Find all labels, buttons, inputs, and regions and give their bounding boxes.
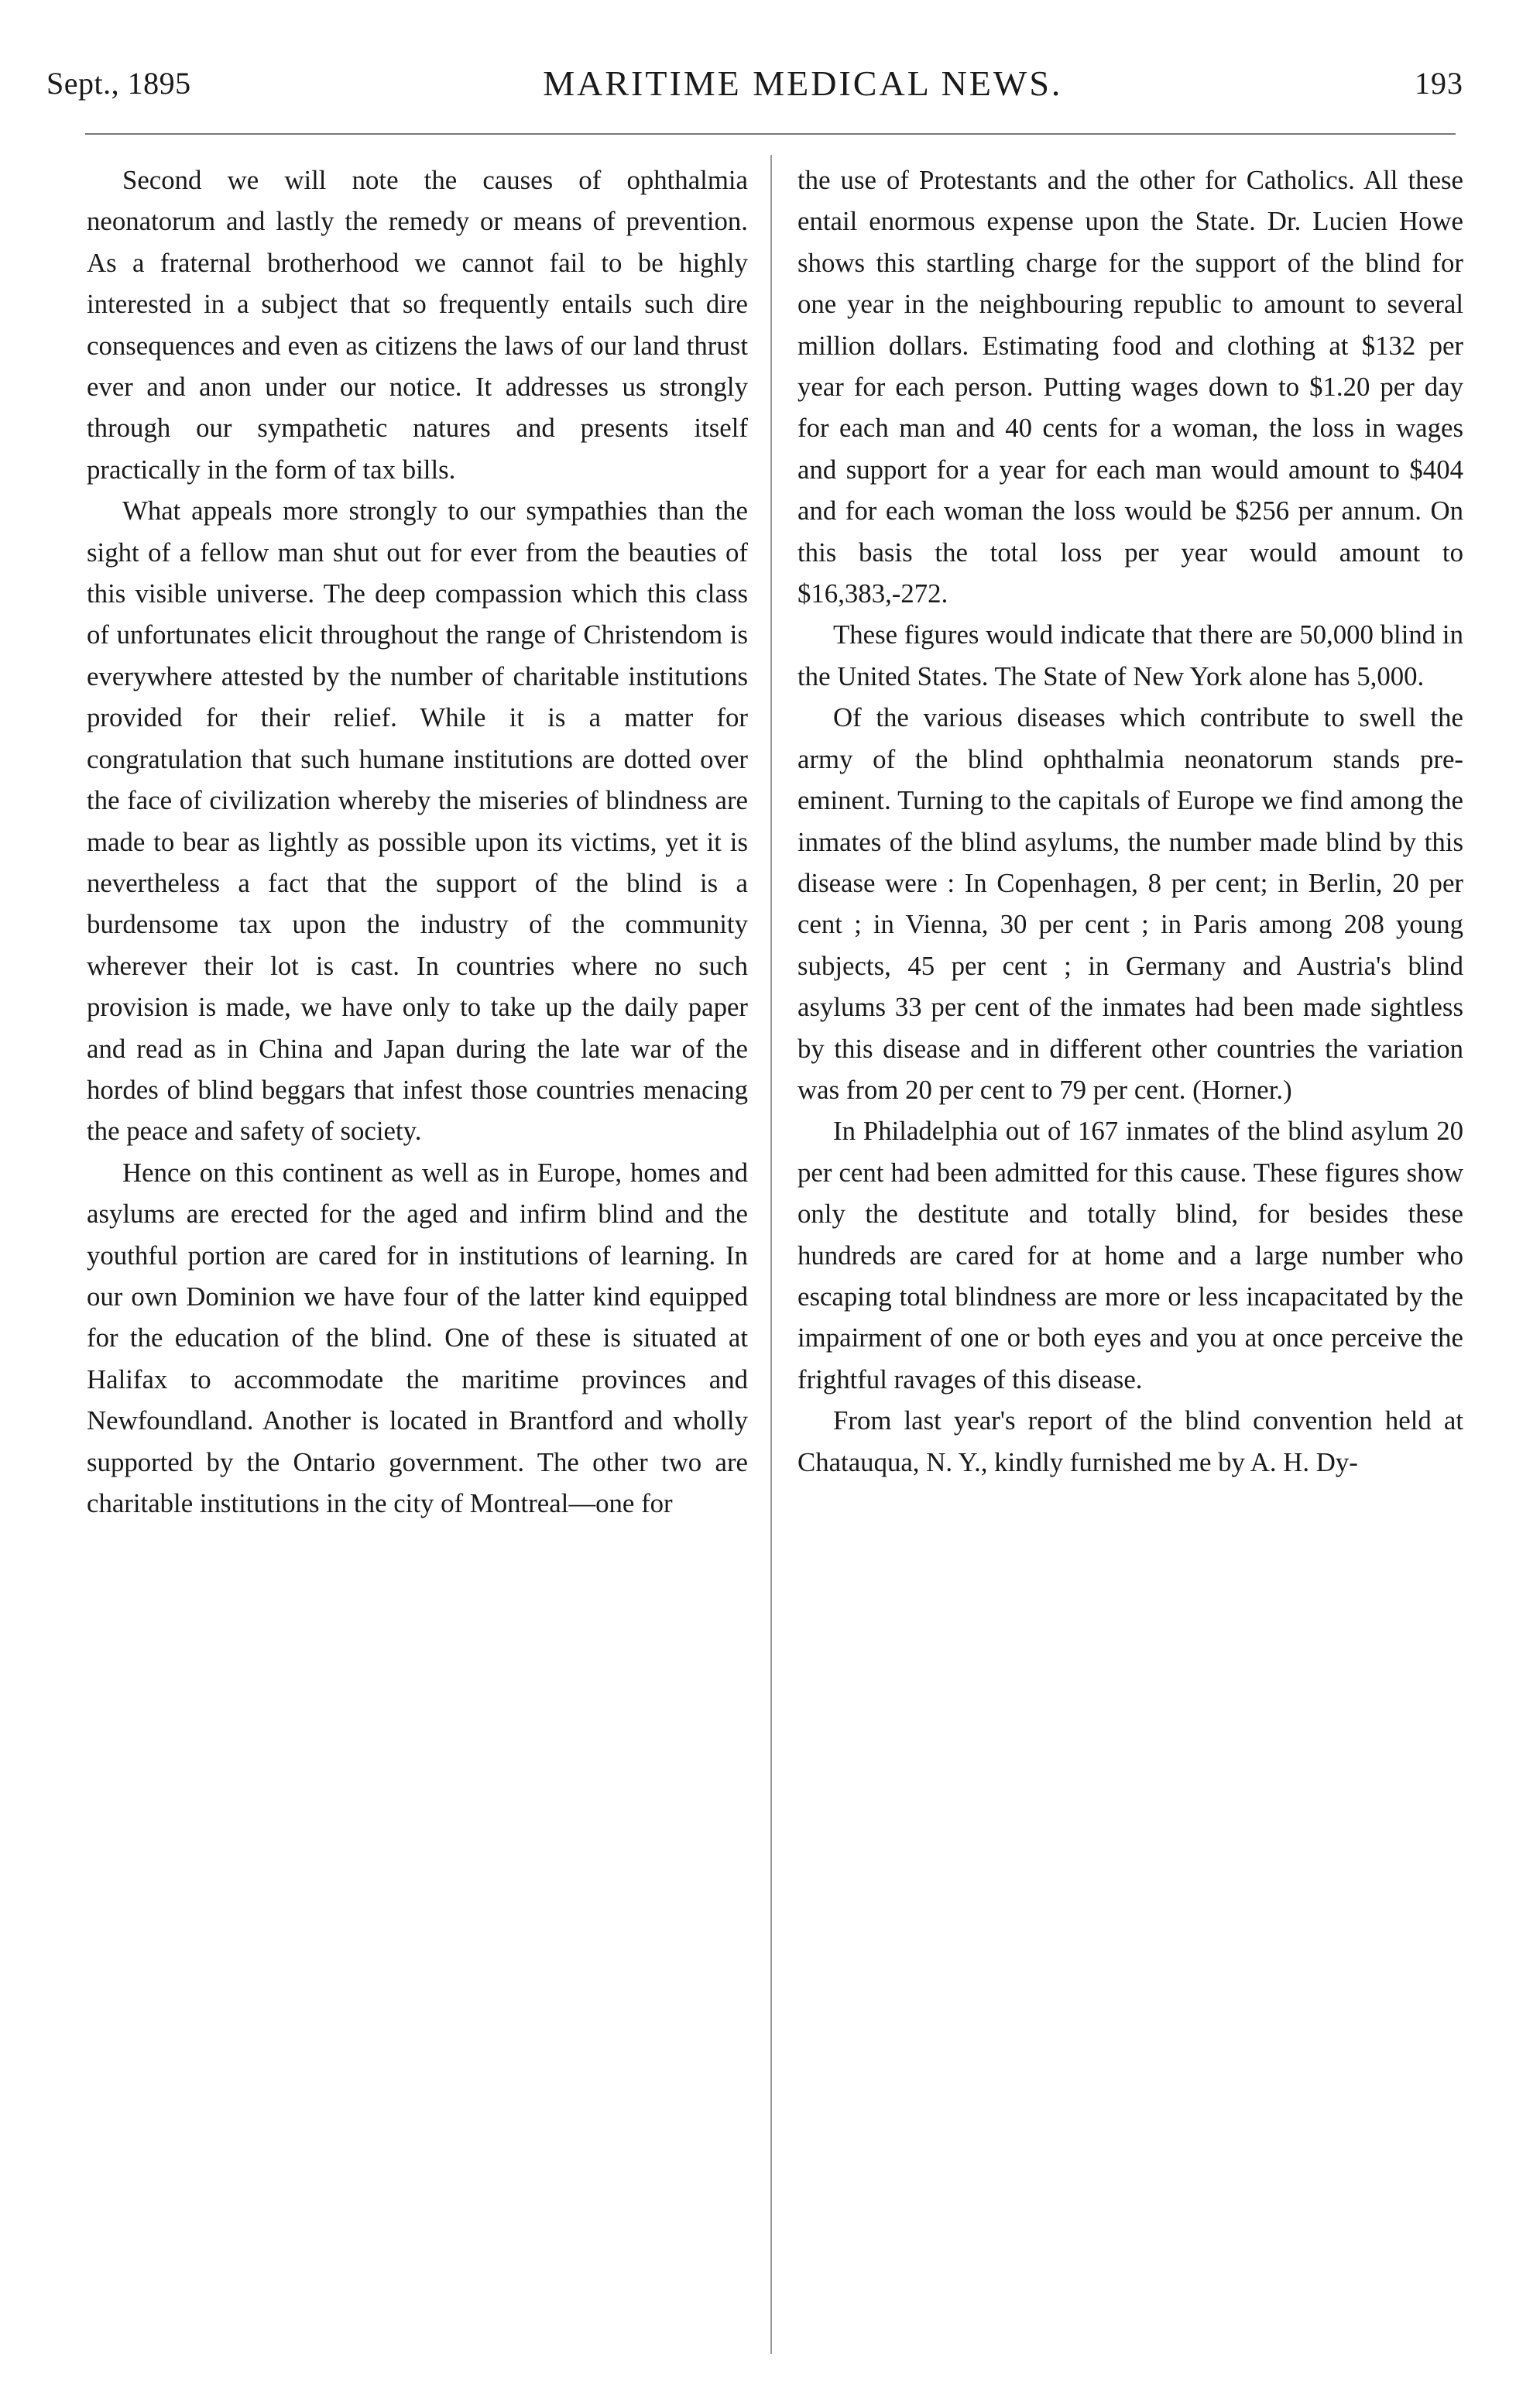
- paragraph: These figures would indicate that there are 50,000 blind in the United States. The State of New York alone has 5,000.: [797, 619, 1463, 691]
- journal-title: MARITIME MEDICAL NEWS.: [543, 63, 1063, 103]
- paragraph: the use of Protestants and the other for Catholics. All these entail enormous expense upon the State. Dr. Lucien Howe shows this startling charge for the support of the blind for one year in the neighbouring republic to amount to several million dollars. Estimating food and clothing at $132 per year for each person. Putting wages down to $1.20 per day for each man and 40 cents for a woman, the loss in wages and support for a year for each man would amount to $404 and for each woman the loss would be $256 per annum. On this basis the total loss per year would amount to $16,383,-272.: [797, 165, 1463, 609]
- paragraph: Of the various diseases which contribute to swell the army of the blind ophthalmia neonatorum stands pre-eminent. Turning to the capitals of Europe we find among the inmates of the blind asylums, the number made blind by this disease were : In Copenhagen, 8 per cent; in Berlin, 20 per cent ; in Vienna, 30 per cent ; in Paris among 208 young subjects, 45 per cent ; in Germany and Austria's blind asylums 33 per cent of the inmates had been made sightless by this disease and in different other countries the variation was from 20 per cent to 79 per cent. (Horner.): [797, 702, 1463, 1105]
- left-column: [87, 160, 748, 1524]
- paragraph: Hence on this continent as well as in Europe, homes and asylums are erected for the aged and infirm blind and the youthful portion are cared for in institutions of learning. In our own Dominion we have four of the latter kind equipped for the education of the blind. One of these is situated at Halifax to accommodate the maritime provinces and Newfoundland. Another is located in Brantford and wholly supported by the Ontario government. The other two are charitable institutions in the city of Montreal—one for: [87, 1157, 748, 1518]
- paragraph: In Philadelphia out of 167 inmates of the blind asylum 20 per cent had been admitted for this cause. These figures show only the destitute and totally blind, for besides these hundreds are cared for at home and a large number who escaping total blindness are more or less incapacitated by the impairment of one or both eyes and you at once perceive the frightful ravages of this disease.: [797, 1116, 1463, 1394]
- running-header: [46, 56, 1463, 110]
- page-number: 193: [1415, 65, 1463, 101]
- issue-date: Sept., 1895: [46, 65, 191, 101]
- paragraph: Second we will note the causes of ophthalmia neonatorum and lastly the remedy or means of prevention. As a fraternal brotherhood we cannot fail to be highly interested in a subject that so frequently entails such dire consequences and even as citizens the laws of our land thrust ever and anon under our notice. It addresses us strongly through our sympathetic natures and presents itself practically in the form of tax bills.: [87, 165, 748, 485]
- column-divider: [770, 155, 772, 2354]
- paragraph: From last year's report of the blind convention held at Chatauqua, N. Y., kindly furnished me by A. H. Dy-: [797, 1405, 1463, 1477]
- header-rule: [85, 133, 1456, 135]
- right-column: [797, 160, 1463, 1483]
- paragraph: What appeals more strongly to our sympathies than the sight of a fellow man shut out for ever from the beauties of this visible universe. The deep compassion which this class of unfortunates elicit throughout the range of Christendom is everywhere attested by the number of charitable institutions provided for their relief. While it is a matter for congratulation that such humane institutions are dotted over the face of civilization whereby the miseries of blindness are made to bear as lightly as possible upon its victims, yet it is nevertheless a fact that the support of the blind is a burdensome tax upon the industry of the community wherever their lot is cast. In countries where no such provision is made, we have only to take up the daily paper and read as in China and Japan during the late war of the hordes of blind beggars that infest those countries menacing the peace and safety of society.: [87, 496, 748, 1147]
